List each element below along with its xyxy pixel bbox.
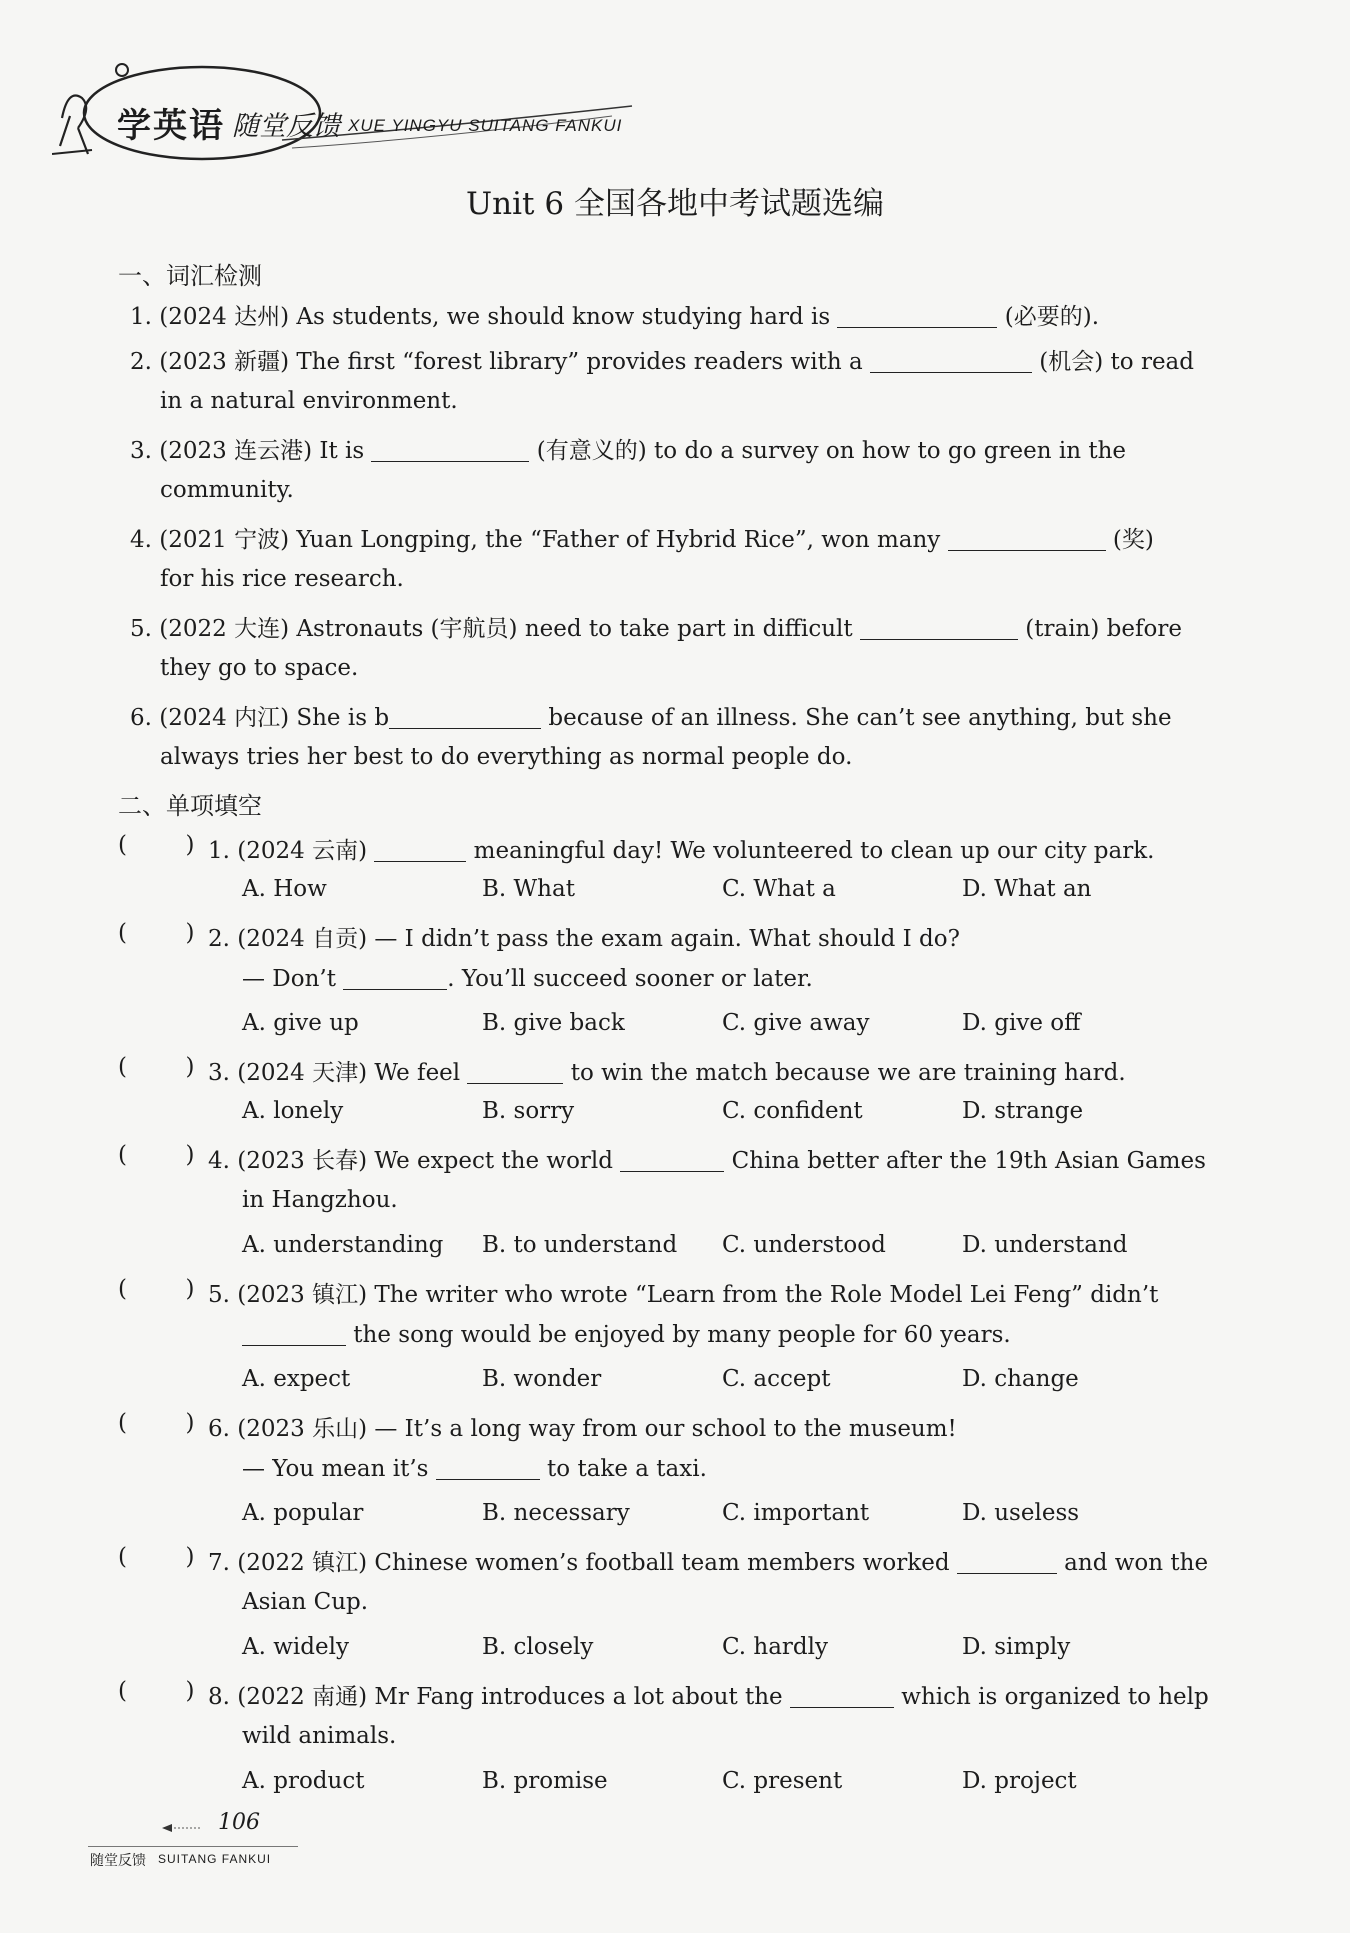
question-text: (2024 云南) [237,838,375,864]
answer-blank[interactable] [436,1455,540,1480]
answer-blank[interactable] [870,348,1032,373]
question-4-line-1 [208,1142,1206,1175]
question-text: — Don’t [242,966,344,993]
option-c[interactable]: C. accept [722,1366,831,1392]
answer-blank[interactable] [343,965,447,990]
question-2-line-2 [242,965,813,992]
header-banner [52,58,652,168]
option-a[interactable]: A. understanding [242,1232,444,1258]
option-b[interactable]: B. promise [482,1768,608,1794]
question-number: 5. [208,1282,230,1308]
question-text: (2024 自贡) — I didn’t pass the exam again. What should I do? [237,926,960,952]
answer-blank[interactable] [948,526,1106,551]
question-1-line-1 [208,832,1154,865]
page-number: 106 [218,1810,260,1835]
answer-bracket[interactable]: ( ) [118,1678,195,1704]
question-text: (2023 长春) We expect the world [237,1148,621,1174]
vocab-hint: (必要的). [1004,304,1100,330]
question-text: China better after the 19th Asian Games [724,1148,1206,1174]
vocab-item-2-line-2: in a natural environment. [160,388,458,414]
option-c[interactable]: C. give away [722,1010,870,1036]
question-text: (2023 乐山) — It’s a long way from our school to the museum! [237,1416,957,1442]
option-b[interactable]: B. What [482,876,575,902]
answer-blank[interactable] [860,615,1018,640]
option-a[interactable]: A. widely [242,1634,349,1660]
vocab-item-6-line-1 [130,699,1172,732]
option-d[interactable]: D. simply [962,1634,1071,1660]
vocab-item-5-line-1 [130,610,1182,643]
section-vocab-heading: 一、词汇检测 [118,262,262,290]
option-d[interactable]: D. change [962,1366,1079,1392]
option-a[interactable]: A. give up [242,1010,359,1036]
question-text: (2022 南通) Mr Fang introduces a lot about the [237,1684,790,1710]
page-footer [70,1810,320,1870]
answer-blank[interactable] [620,1147,724,1172]
question-number: 7. [208,1550,230,1576]
vocab-hint: (机会) to read [1039,349,1194,375]
question-number: 3. [208,1060,230,1086]
option-c[interactable]: C. understood [722,1232,886,1258]
question-7-line-2: Asian Cup. [242,1589,369,1615]
question-6-line-1 [208,1410,957,1443]
answer-bracket[interactable]: ( ) [118,1544,195,1570]
answer-blank[interactable] [374,837,466,862]
option-b[interactable]: B. to understand [482,1232,678,1258]
question-text: (2023 镇江) The writer who wrote “Learn from the Role Model Lei Feng” didn’t [237,1282,1159,1308]
answer-bracket[interactable]: ( ) [118,1410,195,1436]
answer-blank[interactable] [242,1321,346,1346]
brand-english: XUE YINGYU SUITANG FANKUI [348,116,623,135]
answer-blank[interactable] [957,1549,1057,1574]
question-number: 1. [208,838,230,864]
question-text: (2024 天津) We feel [237,1060,468,1086]
question-text: the song would be enjoyed by many people for 60 years. [346,1322,1011,1349]
question-text: and won the [1056,1550,1209,1576]
vocab-text: (2021 宁波) Yuan Longping, the “Father of Hybrid Rice”, won many [159,527,948,553]
question-8-line-1 [208,1678,1209,1711]
vocab-item-4-line-2: for his rice research. [160,566,404,592]
option-d[interactable]: D. useless [962,1500,1080,1526]
answer-blank[interactable] [389,704,541,729]
answer-blank[interactable] [837,303,997,328]
option-a[interactable]: A. How [242,876,327,902]
vocab-hint: (train) before [1025,616,1182,642]
option-a[interactable]: A. lonely [242,1098,344,1124]
answer-blank[interactable] [790,1683,894,1708]
vocab-item-2-line-1 [130,343,1194,376]
vocab-item-number: 5. [130,616,152,642]
option-d[interactable]: D. What an [962,876,1092,902]
answer-bracket[interactable]: ( ) [118,1276,195,1302]
vocab-text: (2023 连云港) It is [159,438,372,464]
vocab-item-number: 3. [130,438,152,464]
answer-blank[interactable] [371,437,529,462]
vocab-item-1-line-1 [130,298,1099,331]
question-7-line-1 [208,1544,1208,1577]
answer-bracket[interactable]: ( ) [118,1054,195,1080]
vocab-text: (2024 达州) As students, we should know studying hard is [159,304,838,330]
question-6-line-2 [242,1455,707,1482]
vocab-text: (2022 大连) Astronauts (宇航员) need to take part in difficult [159,616,860,642]
question-text: to take a taxi. [539,1456,707,1483]
question-4-line-2: in Hangzhou. [242,1187,398,1213]
option-d[interactable]: D. understand [962,1232,1128,1258]
vocab-item-3-line-1 [130,432,1126,465]
option-b[interactable]: B. wonder [482,1366,602,1392]
section-choice-heading: 二、单项填空 [118,792,262,820]
option-c[interactable]: C. present [722,1768,843,1794]
footer-arrow-icon [160,1818,220,1838]
question-8-line-2: wild animals. [242,1723,397,1749]
option-a[interactable]: A. popular [242,1500,364,1526]
vocab-text: (2023 新疆) The first “forest library” provides readers with a [159,349,870,375]
footer-brand-chinese: 随堂反馈 [90,1853,146,1869]
option-b[interactable]: B. give back [482,1010,625,1036]
brand-subtitle: 随堂反馈 [232,111,340,142]
option-c[interactable]: C. confident [722,1098,863,1124]
question-number: 6. [208,1416,230,1442]
vocab-hint: (奖) [1112,527,1154,553]
vocab-hint: (有意义的) to do a survey on how to go green in the [536,438,1127,464]
question-number: 4. [208,1148,230,1174]
option-b[interactable]: B. sorry [482,1098,575,1124]
question-text: (2022 镇江) Chinese women’s football team members worked [237,1550,957,1576]
vocab-item-6-line-2: always tries her best to do everything as normal people do. [160,744,853,770]
footer-rule [88,1846,298,1847]
question-text: which is organized to help [893,1684,1209,1710]
question-number: 8. [208,1684,230,1710]
option-c[interactable]: C. important [722,1500,870,1526]
answer-bracket[interactable]: ( ) [118,920,195,946]
footer-brand-english: SUITANG FANKUI [158,1852,272,1866]
option-d[interactable]: D. strange [962,1098,1084,1124]
brand-chinese: 学英语 [117,106,225,146]
option-c[interactable]: C. What a [722,876,836,902]
question-number: 2. [208,926,230,952]
option-d[interactable]: D. give off [962,1010,1081,1036]
option-b[interactable]: B. closely [482,1634,594,1660]
question-2-line-1 [208,920,960,953]
option-d[interactable]: D. project [962,1768,1077,1794]
vocab-item-number: 4. [130,527,152,553]
option-a[interactable]: A. product [242,1768,365,1794]
vocab-hint: because of an illness. She can’t see anything, but she [548,705,1172,731]
vocab-item-5-line-2: they go to space. [160,655,359,681]
vocab-item-4-line-1 [130,521,1154,554]
vocab-item-number: 1. [130,304,152,330]
question-text: meaningful day! We volunteered to clean up our city park. [466,838,1155,864]
vocab-item-number: 2. [130,349,152,375]
option-c[interactable]: C. hardly [722,1634,828,1660]
question-text: . You’ll succeed sooner or later. [447,966,813,993]
page-title: Unit 6 全国各地中考试题选编 [466,186,884,222]
answer-bracket[interactable]: ( ) [118,1142,195,1168]
answer-blank[interactable] [467,1059,563,1084]
option-b[interactable]: B. necessary [482,1500,630,1526]
vocab-text: (2024 内江) She is b [159,705,390,731]
question-3-line-1 [208,1054,1126,1087]
question-5-line-2 [242,1321,1011,1348]
question-5-line-1 [208,1276,1158,1309]
vocab-item-3-line-2: community. [160,477,294,503]
option-a[interactable]: A. expect [242,1366,351,1392]
question-text: to win the match because we are training hard. [563,1060,1126,1086]
question-text: — You mean it’s [242,1456,436,1483]
answer-bracket[interactable]: ( ) [118,832,195,858]
vocab-item-number: 6. [130,705,152,731]
